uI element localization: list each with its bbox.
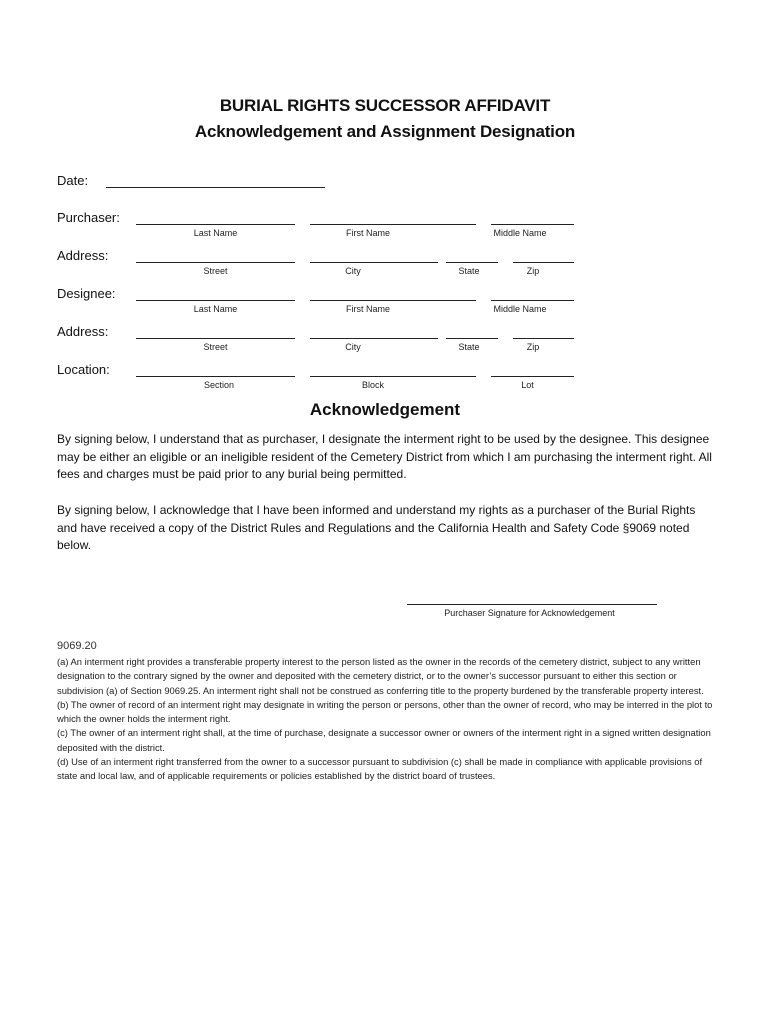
location-lot-field[interactable] (491, 376, 574, 377)
code-section-number: 9069.20 (57, 640, 97, 652)
code-subdivision-a: (a) An interment right provides a transferable property interest to the person listed as the owner in the records of the cemetery district, subject to any written designation to the contrary signed by the owner and deposited with the cemetery district, or to the owner’s successor pursuant to either this section or subdivision (a) of Section 9069.25. An interment right shall not be construed as conferring title to the property burdened by the transferable property interest. (57, 656, 704, 696)
designee-zip-field[interactable] (513, 338, 574, 339)
designee-state-caption: State (458, 342, 480, 352)
location-block-caption: Block (361, 380, 384, 390)
location-label: Location: (57, 362, 110, 377)
document-subtitle: Acknowledgement and Assignment Designation (194, 122, 576, 141)
designee-zip-caption: Zip (526, 342, 540, 352)
purchaser-first-name-field[interactable] (310, 224, 476, 225)
acknowledgement-heading: Acknowledgement (309, 400, 461, 419)
designee-city-caption: City (345, 342, 361, 352)
purchaser-state-caption: State (458, 266, 480, 276)
designee-first-name-caption: First Name (345, 304, 390, 314)
purchaser-street-caption: Street (203, 266, 228, 276)
purchaser-last-name-caption: Last Name (193, 228, 238, 238)
designee-middle-name-caption: Middle Name (493, 304, 547, 314)
designee-middle-name-field[interactable] (491, 300, 574, 301)
purchaser-middle-name-field[interactable] (491, 224, 574, 225)
date-field[interactable] (106, 187, 325, 188)
designee-state-field[interactable] (446, 338, 498, 339)
purchaser-zip-field[interactable] (513, 262, 574, 263)
designee-address-label: Address: (57, 324, 109, 339)
purchaser-middle-name-caption: Middle Name (493, 228, 547, 238)
designee-city-field[interactable] (310, 338, 438, 339)
location-block-field[interactable] (310, 376, 476, 377)
code-subdivision-b: (b) The owner of record of an interment right may designate in writing the person or persons, other than the owner of record, who may be interred in the plot to which the owner holds the interment right. (57, 698, 713, 725)
designee-label: Designee: (57, 286, 116, 301)
location-section-field[interactable] (136, 376, 295, 377)
purchaser-street-field[interactable] (136, 262, 295, 263)
acknowledgement-paragraph-2: By signing below, I acknowledge that I have been informed and understand my rights as a purchaser of the Burial Rights and have received a copy of the District Rules and Regulations and the California Health and Safety Code §9069 noted below. (57, 503, 696, 552)
signature-field[interactable] (407, 604, 657, 605)
acknowledgement-paragraph-1: By signing below, I understand that as purchaser, I designate the interment right to be used by the designee. This designee may be either an eligible or an ineligible resident of the Cemetery District from which I am purchasing the interment right. All fees and charges must be paid prior to any burial being permitted. (57, 432, 712, 481)
location-section-caption: Section (203, 380, 235, 390)
purchaser-address-label: Address: (57, 248, 109, 263)
purchaser-last-name-field[interactable] (136, 224, 295, 225)
purchaser-zip-caption: Zip (526, 266, 540, 276)
location-lot-caption: Lot (521, 380, 534, 390)
code-subdivision-d: (d) Use of an interment right transferred from the owner to a successor pursuant to subdivision (c) shall be made in compliance with applicable provisions of state and local law, and of applicable requirements or policies established by the district board of trustees. (57, 756, 703, 782)
purchaser-label: Purchaser: (57, 210, 120, 225)
code-text (57, 655, 713, 784)
document-title: BURIAL RIGHTS SUCCESSOR AFFIDAVIT (219, 96, 551, 115)
code-subdivision-c: (c) The owner of an interment right shall, at the time of purchase, designate a successor owner or owners of the interment right in a signed written designation deposited with the district. (57, 727, 711, 753)
date-label: Date: (57, 173, 89, 188)
purchaser-city-caption: City (345, 266, 361, 276)
designee-street-caption: Street (203, 342, 228, 352)
designee-last-name-field[interactable] (136, 300, 295, 301)
purchaser-state-field[interactable] (446, 262, 498, 263)
designee-street-field[interactable] (136, 338, 295, 339)
purchaser-city-field[interactable] (310, 262, 438, 263)
signature-caption: Purchaser Signature for Acknowledgement (444, 608, 615, 618)
purchaser-first-name-caption: First Name (345, 228, 390, 238)
designee-last-name-caption: Last Name (193, 304, 238, 314)
designee-first-name-field[interactable] (310, 300, 476, 301)
